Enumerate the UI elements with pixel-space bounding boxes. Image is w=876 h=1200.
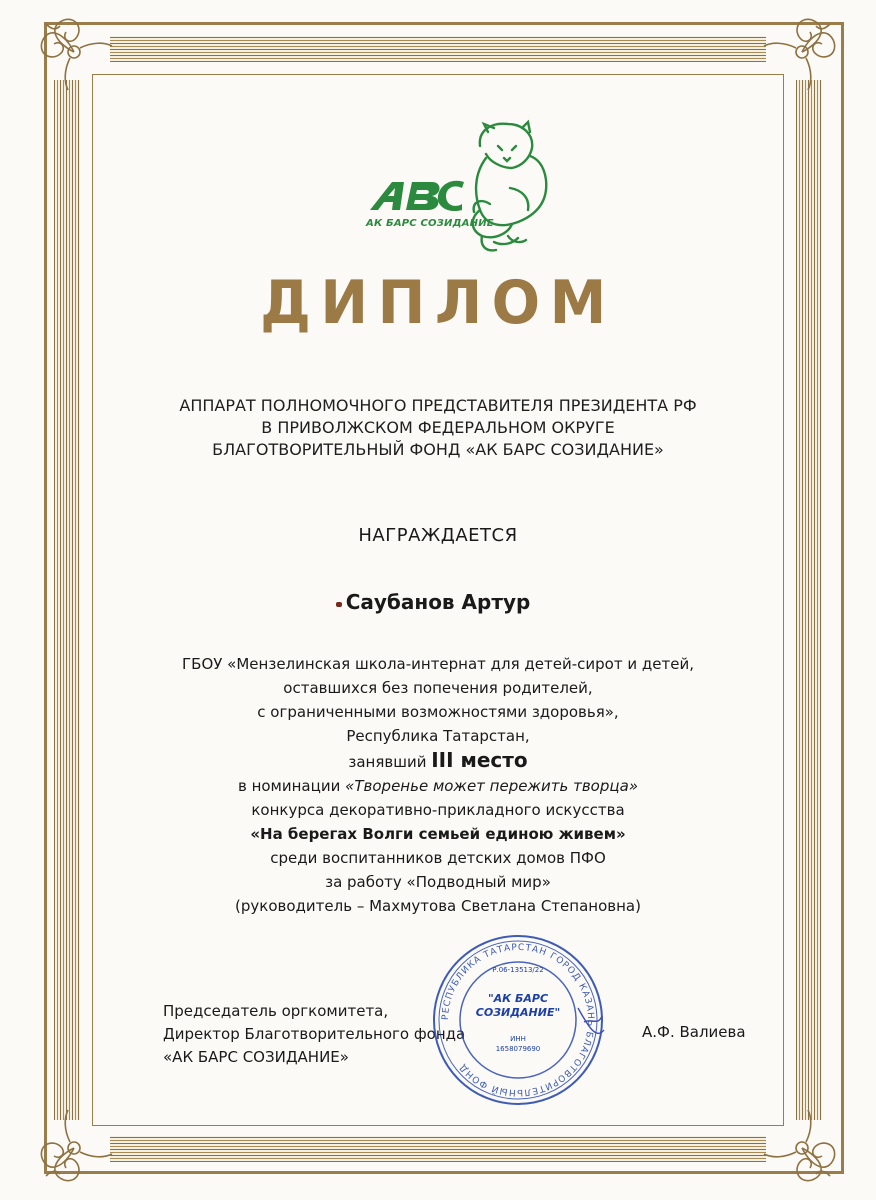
- signatory-line: «АК БАРС СОЗИДАНИЕ»: [163, 1048, 349, 1066]
- ak-bars-logo: [362, 118, 558, 258]
- nomination-name: «Творенье может пережить творца»: [345, 777, 639, 795]
- stamp-inn-value: 1658079690: [495, 1045, 541, 1053]
- stamp-fund-name: [428, 992, 608, 1020]
- frame-bottom-band: [110, 1136, 766, 1162]
- school-line: оставшихся без попечения родителей,: [283, 679, 593, 697]
- award-description: [0, 652, 876, 918]
- corner-ornament-icon: [762, 12, 842, 92]
- stamp-ring-text: РЕСПУБЛИКА ТАТАРСТАН ГОРОД КАЗАНЬ БЛАГОТВОРИТЕЛЬНЫЙ ФОНД: [440, 942, 596, 1098]
- school-line: ГБОУ «Мензелинская школа-интернат для детей-сирот и детей,: [182, 655, 694, 673]
- diploma-title: ДИПЛОМ: [260, 268, 616, 338]
- issuer-line: АППАРАТ ПОЛНОМОЧНОГО ПРЕДСТАВИТЕЛЯ ПРЕЗИДЕНТА РФ: [179, 396, 697, 415]
- supervisor-line: (руководитель – Махмутова Светлана Степановна): [235, 897, 641, 915]
- corner-ornament-icon: [762, 1108, 842, 1188]
- corner-ornament-icon: [34, 1108, 114, 1188]
- recipient-name: Саубанов Артур: [345, 590, 531, 614]
- stamp-name-line: "АК БАРС: [487, 992, 549, 1005]
- logo-caption: АК БАРС СОЗИДАНИЕ: [366, 218, 494, 229]
- contest-line: конкурса декоративно-прикладного искусства: [251, 801, 625, 819]
- frame-top-band: [110, 36, 766, 62]
- issuer-line: БЛАГОТВОРИТЕЛЬНЫЙ ФОНД «АК БАРС СОЗИДАНИЕ»: [212, 440, 664, 459]
- corner-ornament-icon: [34, 12, 114, 92]
- work-line: за работу «Подводный мир»: [325, 873, 551, 891]
- snow-leopard-icon: [473, 122, 547, 250]
- issuer-organization: [0, 395, 876, 461]
- place-line: [0, 748, 876, 774]
- stamp-registration: Р.06-13513/22: [492, 966, 544, 974]
- stamp-inn-label: ИНН: [510, 1035, 526, 1043]
- stamp-ring-icon: [428, 930, 608, 1110]
- issuer-line: В ПРИВОЛЖСКОМ ФЕДЕРАЛЬНОМ ОКРУГЕ: [261, 418, 615, 437]
- stamp-inn: [428, 1034, 608, 1054]
- signatory-title: [163, 1000, 465, 1069]
- awarded-heading: НАГРАЖДАЕТСЯ: [358, 525, 518, 546]
- signatory-name: А.Ф. Валиева: [642, 1023, 746, 1041]
- abc-letters-icon: [370, 181, 464, 211]
- school-line: с ограниченными возможностями здоровья»,: [257, 703, 619, 721]
- stamp-name-line: СОЗИДАНИЕ": [475, 1006, 561, 1019]
- official-stamp: [428, 930, 608, 1110]
- region-line: Республика Татарстан,: [346, 727, 530, 745]
- signatory-line: Председатель оргкомитета,: [163, 1002, 389, 1020]
- nomination-prefix: в номинации: [237, 777, 346, 795]
- among-line: среди воспитанников детских домов ПФО: [270, 849, 606, 867]
- contest-name: «На берегах Волги семьей единою живем»: [250, 825, 626, 843]
- place-prefix: занявший: [348, 753, 432, 771]
- nomination-line: [0, 774, 876, 798]
- place-value: III место: [431, 748, 528, 772]
- signatory-line: Директор Благотворительного фонда: [163, 1025, 466, 1043]
